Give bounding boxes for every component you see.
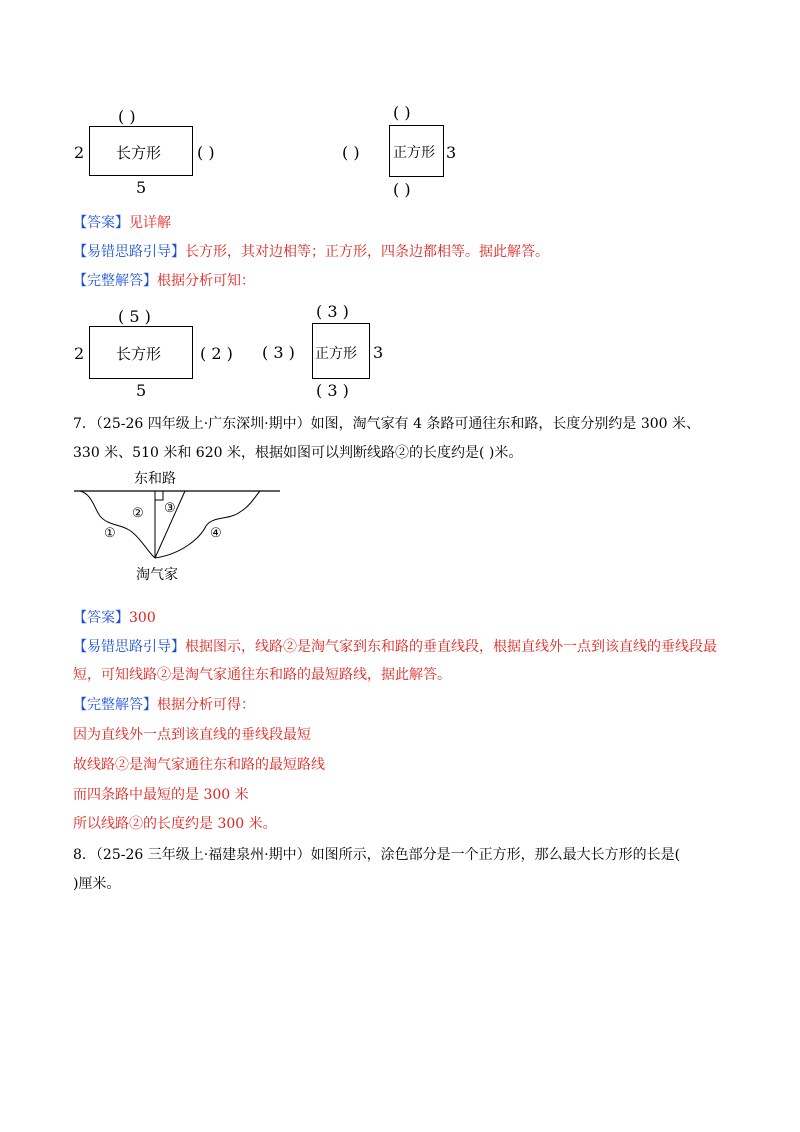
answer-tag: 【答案】 (73, 610, 129, 626)
hint-line-1 (73, 243, 549, 261)
solution-tag: 【完整解答】 (73, 273, 157, 289)
rect-bottom-answer: 5 (136, 381, 147, 400)
rect-right-answer: ( 2 ) (200, 344, 233, 363)
route-1-label: ① (104, 526, 116, 541)
square-top-label: ( ) (393, 103, 411, 122)
question-8-line-1: 8．（25-26 三年级上·福建泉州·期中）如图所示，涂色部分是一个正方形，那么最大长方形的长是( (73, 847, 681, 863)
answer-line-7 (73, 609, 156, 627)
hint-text: 长方形，其对边相等；正方形，四条边都相等。据此解答。 (185, 244, 549, 260)
rect-right-label: ( ) (197, 143, 215, 162)
route-4-label: ④ (210, 526, 222, 541)
solution-tag: 【完整解答】 (73, 697, 157, 713)
square-right-answer: 3 (373, 343, 384, 362)
square-left-label: ( ) (342, 143, 360, 162)
rect-left-label: 2 (74, 143, 85, 162)
donghe-road-label: 东和路 (134, 471, 176, 487)
solution-step-1: 因为直线外一点到该直线的垂线段最短 (73, 727, 311, 743)
rect-center-label: 长方形 (116, 144, 162, 162)
rect-top-answer: ( 5 ) (118, 307, 151, 326)
square-bottom-label: ( ) (393, 180, 411, 199)
solution-text: 根据分析可得： (157, 697, 255, 713)
taoqi-home-label: 淘气家 (136, 567, 178, 583)
solution-text: 根据分析可知： (157, 273, 255, 289)
hint-tag: 【易错思路引导】 (73, 639, 185, 655)
rect-left-answer: 2 (74, 344, 85, 363)
answer-tag: 【答案】 (73, 215, 129, 231)
square-center-answer: 正方形 (315, 346, 357, 362)
square-center-label: 正方形 (393, 145, 435, 161)
route-diagram (72, 468, 282, 588)
solution-line-1 (73, 272, 255, 290)
solution-step-2: 故线路②是淘气家通往东和路的最短路线 (73, 757, 325, 773)
answer-line-1 (73, 214, 171, 232)
hint-tag: 【易错思路引导】 (73, 244, 185, 260)
rect-bottom-label: 5 (136, 178, 147, 197)
question-8-line-2: )厘米。 (73, 876, 121, 892)
hint-line-7-continued: 短，可知线路②是淘气家通往东和路的最短路线，据此解答。 (73, 667, 451, 683)
solution-line-7 (73, 696, 255, 714)
square-bottom-answer: ( 3 ) (316, 381, 349, 400)
question-7-line-1: 7．（25-26 四年级上·广东深圳·期中）如图，淘气家有 4 条路可通往东和路，长度分别约是 300 米、 (73, 416, 701, 432)
rect-top-label: ( ) (118, 107, 136, 126)
solution-step-4: 所以线路②的长度约是 300 米。 (73, 816, 277, 832)
question-7-line-2: 330 米、510 米和 620 米，根据如图可以判断线路②的长度约是( )米。 (73, 445, 523, 461)
route-2-label: ② (132, 506, 144, 521)
square-left-answer: ( 3 ) (262, 343, 295, 362)
square-top-answer: ( 3 ) (316, 302, 349, 321)
answer-text: 300 (129, 610, 156, 626)
answer-text: 见详解 (129, 215, 171, 231)
square-right-label: 3 (446, 143, 457, 162)
solution-step-3: 而四条路中最短的是 300 米 (73, 787, 249, 803)
hint-text: 根据图示，线路②是淘气家到东和路的垂直线段，根据直线外一点到该直线的垂线段最 (185, 639, 717, 655)
hint-line-7 (73, 638, 717, 656)
route-3-label: ③ (164, 501, 176, 516)
rect-center-answer: 长方形 (116, 345, 162, 363)
